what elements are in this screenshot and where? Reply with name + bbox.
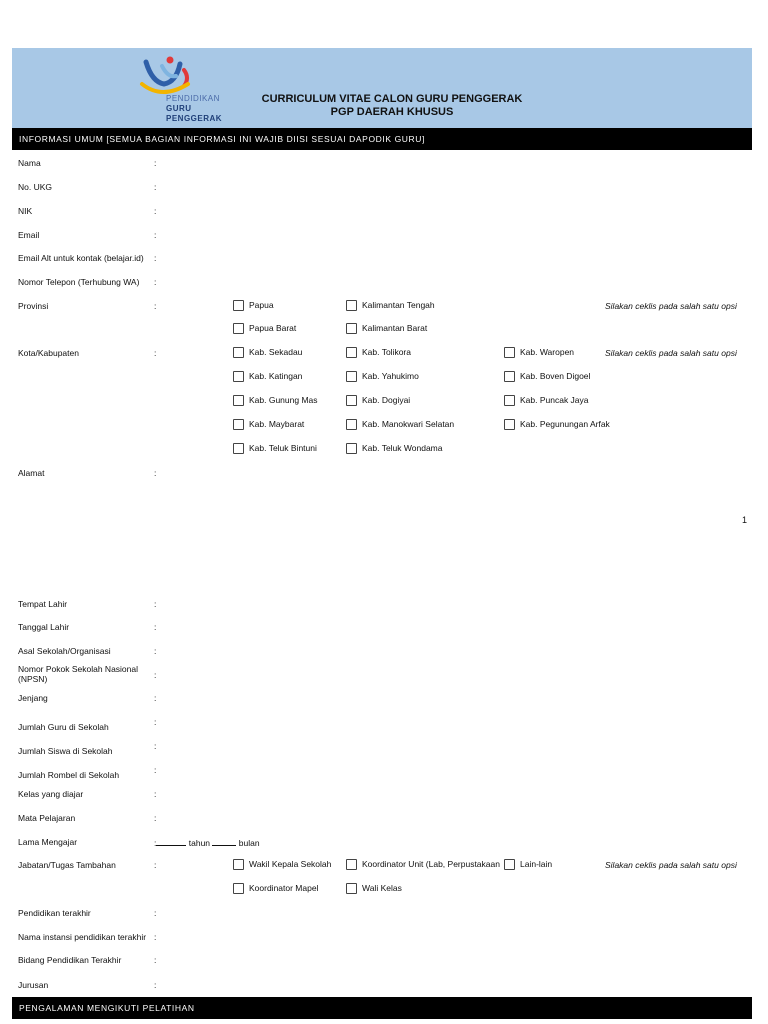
checkbox-icon[interactable] xyxy=(346,395,357,406)
checkbox-kota[interactable] xyxy=(504,347,574,358)
checkbox-kota[interactable] xyxy=(233,371,302,382)
label-instansi: Nama instansi pendidikan terakhir xyxy=(18,932,147,942)
checkbox-kota[interactable] xyxy=(233,395,318,406)
colon: : xyxy=(154,182,157,192)
logo-text-line1: PENDIDIKAN xyxy=(166,94,220,103)
checkbox-icon[interactable] xyxy=(233,443,244,454)
label-email: Email xyxy=(18,230,40,240)
checkbox-icon[interactable] xyxy=(504,419,515,430)
colon: : xyxy=(154,301,157,311)
label-jurusan: Jurusan xyxy=(18,980,49,990)
colon: : xyxy=(154,838,157,848)
option-label: Wali Kelas xyxy=(362,883,402,893)
label-nik: NIK xyxy=(18,206,33,216)
checkbox-icon[interactable] xyxy=(233,395,244,406)
page-number: 1 xyxy=(742,515,748,525)
option-label: Wakil Kepala Sekolah xyxy=(249,859,332,869)
label-email-alt: Email Alt untuk kontak (belajar.id) xyxy=(18,253,144,263)
checkbox-icon[interactable] xyxy=(346,419,357,430)
checkbox-icon[interactable] xyxy=(504,395,515,406)
colon: : xyxy=(154,670,157,680)
checkbox-kota[interactable] xyxy=(346,347,411,358)
checkbox-kota[interactable] xyxy=(504,395,589,406)
label-jumlah-rombel: Jumlah Rombel di Sekolah xyxy=(18,770,120,780)
colon: : xyxy=(154,468,157,478)
tahun-input[interactable] xyxy=(156,837,186,846)
checkbox-icon[interactable] xyxy=(233,323,244,334)
option-label: Kalimantan Tengah xyxy=(362,300,435,310)
checkbox-kota[interactable] xyxy=(233,443,317,454)
option-label: Kab. Sekadau xyxy=(249,347,303,357)
checkbox-icon[interactable] xyxy=(233,371,244,382)
colon: : xyxy=(154,277,157,287)
label-pendidikan-terakhir: Pendidikan terakhir xyxy=(18,908,91,918)
checkbox-kota[interactable] xyxy=(504,371,590,382)
label-jabatan: Jabatan/Tugas Tambahan xyxy=(18,860,116,870)
checkbox-kota[interactable] xyxy=(233,419,304,430)
label-jumlah-siswa: Jumlah Siswa di Sekolah xyxy=(18,746,113,756)
colon: : xyxy=(154,206,157,216)
option-label: Kab. Teluk Wondama xyxy=(362,443,443,453)
label-telepon: Nomor Telepon (Terhubung WA) xyxy=(18,277,140,287)
label-kota: Kota/Kabupaten xyxy=(18,348,79,358)
colon: : xyxy=(154,765,157,775)
logo-text-line3: PENGGERAK xyxy=(166,114,223,123)
option-label: Kab. Yahukimo xyxy=(362,371,419,381)
checkbox-icon[interactable] xyxy=(233,859,244,870)
checkbox-jabatan-wakil-kepala[interactable] xyxy=(233,859,331,870)
option-label: Kab. Tolikora xyxy=(362,347,411,357)
option-label: Kalimantan Barat xyxy=(362,323,428,333)
page-title xyxy=(252,93,532,119)
label-kelas: Kelas yang diajar xyxy=(18,789,84,799)
checkbox-icon[interactable] xyxy=(346,300,357,311)
colon: : xyxy=(154,955,157,965)
checkbox-kota[interactable] xyxy=(504,419,610,430)
option-label: Kab. Gunung Mas xyxy=(249,395,318,405)
title-line2: PGP DAERAH KHUSUS xyxy=(330,106,454,118)
colon: : xyxy=(154,789,157,799)
instruction-note: Silakan ceklis pada salah satu opsi xyxy=(605,348,737,358)
checkbox-icon[interactable] xyxy=(346,371,357,382)
checkbox-icon[interactable] xyxy=(233,300,244,311)
title-line1: CURRICULUM VITAE CALON GURU PENGGERAK xyxy=(261,93,523,105)
option-label: Kab. Waropen xyxy=(520,347,575,357)
label-jenjang: Jenjang xyxy=(18,693,48,703)
option-label: Kab. Teluk Bintuni xyxy=(249,443,317,453)
colon: : xyxy=(154,253,157,263)
label-asal-sekolah: Asal Sekolah/Organisasi xyxy=(18,646,111,656)
colon: : xyxy=(154,932,157,942)
checkbox-provinsi-papua[interactable] xyxy=(233,300,274,311)
option-label: Kab. Manokwari Selatan xyxy=(362,419,455,429)
label-tempat-lahir: Tempat Lahir xyxy=(18,599,68,609)
colon: : xyxy=(154,741,157,751)
checkbox-icon[interactable] xyxy=(504,371,515,382)
checkbox-icon[interactable] xyxy=(346,883,357,894)
checkbox-kota[interactable] xyxy=(346,395,410,406)
label-nama: Nama xyxy=(18,158,41,168)
colon: : xyxy=(154,813,157,823)
checkbox-icon[interactable] xyxy=(233,347,244,358)
colon: : xyxy=(154,908,157,918)
checkbox-icon[interactable] xyxy=(233,419,244,430)
colon: : xyxy=(154,860,157,870)
instruction-note: Silakan ceklis pada salah satu opsi xyxy=(605,301,737,311)
bulan-label: bulan xyxy=(238,838,260,848)
label-mapel: Mata Pelajaran xyxy=(18,813,76,823)
checkbox-icon[interactable] xyxy=(346,443,357,454)
bulan-input[interactable] xyxy=(212,837,236,846)
checkbox-jabatan-wali-kelas[interactable] xyxy=(346,883,402,894)
checkbox-icon[interactable] xyxy=(346,323,357,334)
colon: : xyxy=(154,230,157,240)
label-npsn: Nomor Pokok Sekolah Nasional (NPSN) xyxy=(18,664,139,684)
checkbox-provinsi-papua-barat[interactable] xyxy=(233,323,296,334)
colon: : xyxy=(154,348,157,358)
document-header xyxy=(12,48,752,128)
option-label: Koordinator Unit (Lab, Perpustakaan xyxy=(362,859,500,869)
checkbox-jabatan-koordinator-unit[interactable] xyxy=(346,859,502,870)
checkbox-icon[interactable] xyxy=(504,347,515,358)
option-label: Kab. Puncak Jaya xyxy=(520,395,589,405)
label-jumlah-guru: Jumlah Guru di Sekolah xyxy=(18,722,109,732)
section-header-pengalaman: PENGALAMAN MENGIKUTI PELATIHAN xyxy=(12,997,752,1019)
option-label: Lain-lain xyxy=(520,859,553,869)
instruction-note: Silakan ceklis pada salah satu opsi xyxy=(605,860,737,870)
option-label: Kab. Maybarat xyxy=(249,419,305,429)
checkbox-icon[interactable] xyxy=(504,859,515,870)
tahun-label: tahun xyxy=(188,838,211,848)
lama-mengajar-field xyxy=(154,837,260,848)
colon: : xyxy=(154,622,157,632)
checkbox-icon[interactable] xyxy=(233,883,244,894)
colon: : xyxy=(154,693,157,703)
option-label: Kab. Boven Digoel xyxy=(520,371,591,381)
checkbox-kota[interactable] xyxy=(346,371,419,382)
checkbox-jabatan-koordinator-mapel[interactable] xyxy=(233,883,318,894)
checkbox-kota[interactable] xyxy=(346,419,454,430)
checkbox-kota[interactable] xyxy=(233,347,302,358)
option-label: Kab. Katingan xyxy=(249,371,303,381)
option-label: Koordinator Mapel xyxy=(249,883,319,893)
option-label: Kab. Pegunungan Arfak xyxy=(520,419,610,429)
label-provinsi: Provinsi xyxy=(18,301,49,311)
colon: : xyxy=(154,599,157,609)
option-label: Papua Barat xyxy=(249,323,297,333)
label-bidang: Bidang Pendidikan Terakhir xyxy=(18,955,122,965)
checkbox-provinsi-kalimantan-tengah[interactable] xyxy=(346,300,435,311)
checkbox-icon[interactable] xyxy=(346,859,357,870)
label-tanggal-lahir: Tanggal Lahir xyxy=(18,622,70,632)
label-ukg: No. UKG xyxy=(18,182,53,192)
colon: : xyxy=(154,980,157,990)
option-label: Kab. Dogiyai xyxy=(362,395,411,405)
logo-text-line2: GURU xyxy=(166,104,192,113)
colon: : xyxy=(154,717,157,727)
option-label: Papua xyxy=(249,300,274,310)
label-alamat: Alamat xyxy=(18,468,45,478)
colon: : xyxy=(154,646,157,656)
checkbox-kota[interactable] xyxy=(346,443,442,454)
checkbox-provinsi-kalimantan-barat[interactable] xyxy=(346,323,427,334)
checkbox-icon[interactable] xyxy=(346,347,357,358)
checkbox-jabatan-lain-lain[interactable] xyxy=(504,859,552,870)
colon: : xyxy=(154,158,157,168)
section-header-informasi-umum: INFORMASI UMUM [SEMUA BAGIAN INFORMASI INI WAJIB DIISI SESUAI DAPODIK GURU] xyxy=(12,128,752,150)
label-lama-mengajar: Lama Mengajar xyxy=(18,837,78,847)
